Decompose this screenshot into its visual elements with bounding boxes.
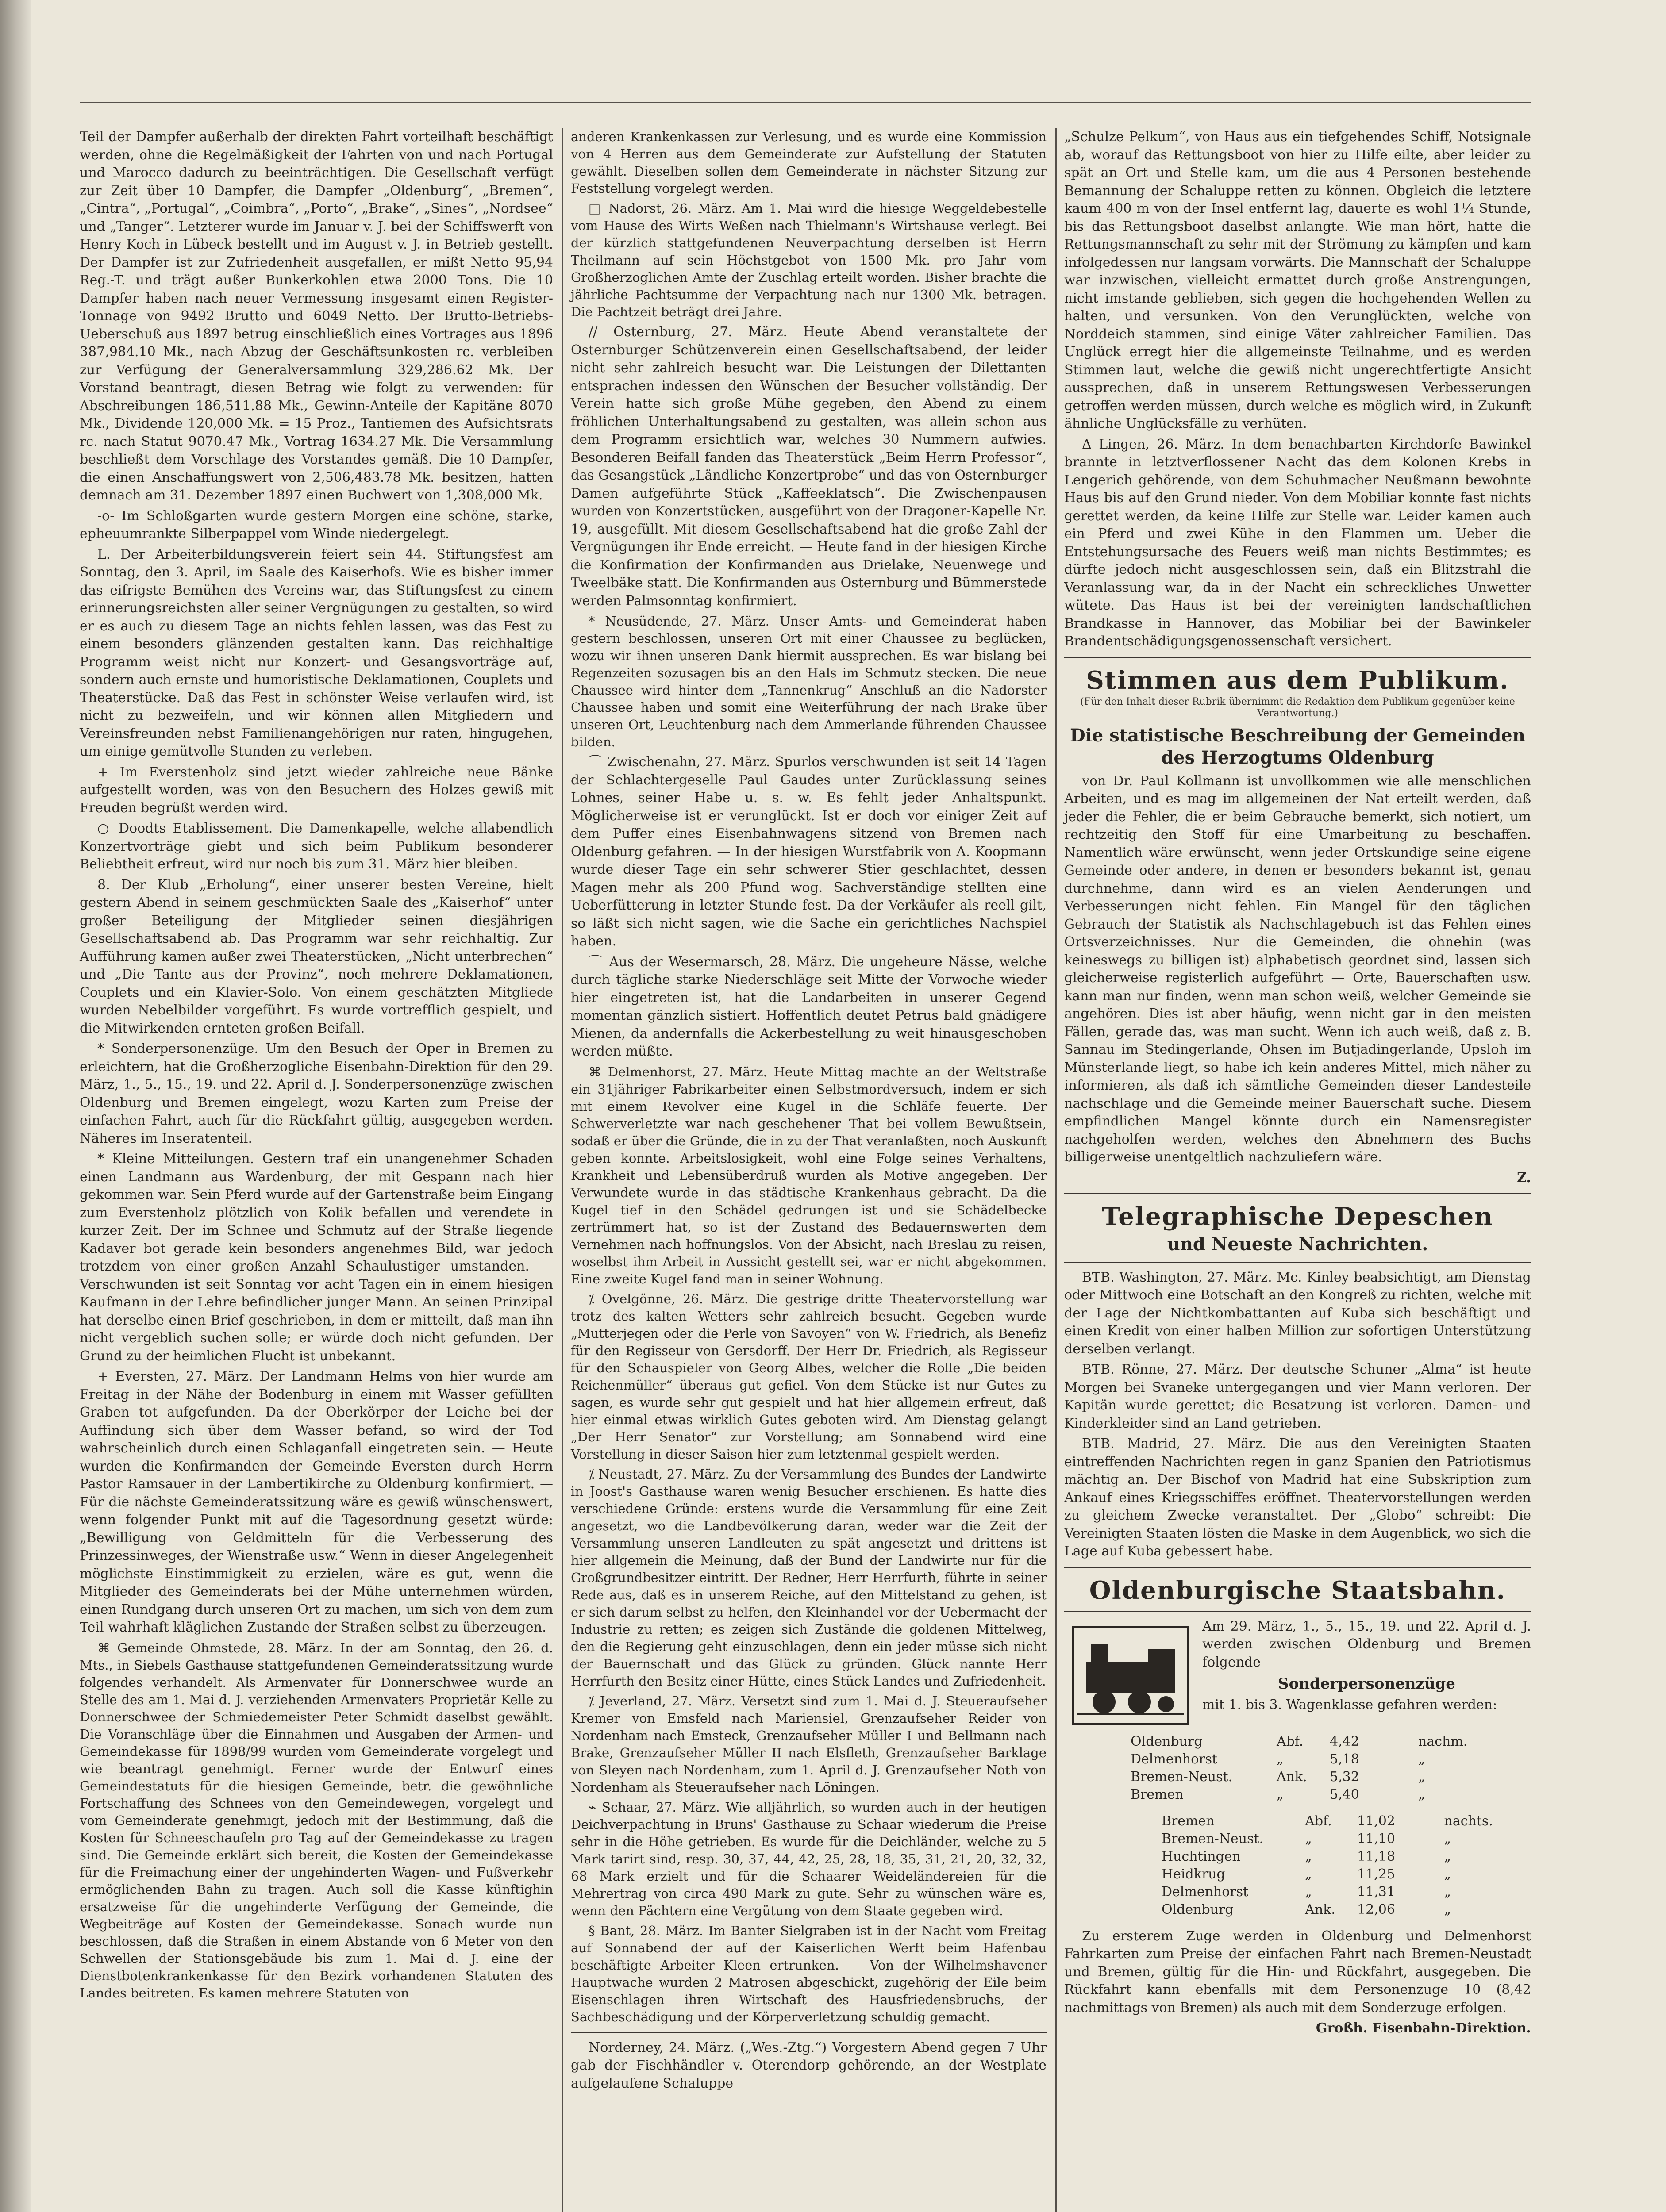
newspaper-page <box>80 102 1531 2212</box>
article-eversten: + Eversten, 27. März. Der Landmann Helms von hier wurde am Freitag in der Nähe der Bodenburg in einem mit Wasser gefüllten Graben tot aufgefunden. Da der Oberkörper der Leiche bei der Auffindung sich über dem Wasser befand, so wird der Tod wahrscheinlich durch einen Schlaganfall eingetreten sein. — Heute wurden die Konfirmanden der Gemeinde Eversten durch Herrn Pastor Ramsauer in der Lambertikirche zu Oldenburg konfirmiert. — Für die nächste Gemeinderatssitzung wäre es gewiß wünschenswert, wenn folgender Punkt mit auf die Tagesordnung gesetzt würde: „Bewilligung von Geldmitteln für die Verbesserung des Prinzessinweges, der Wienstraße usw.“ Wenn in dieser Angelegenheit möglichste Einstimmigkeit zu erzielen, wäre es gut, wenn die Mitglieder des Gemeinderats bei der Mühe unternehmen würden, einen Rundgang durch unseren Ort zu machen, um sich von dem zum Teil wahrhaft kläglichen Zustande der Straßen selbst zu überzeugen. <box>80 1369 553 1635</box>
section-title-stimmen: Stimmen aus dem Publikum. <box>1086 665 1509 695</box>
section-title-staatsbahn: Oldenburgische Staatsbahn. <box>1089 1575 1506 1605</box>
schedule-return <box>1162 1813 1531 1919</box>
schedule-cell-sf: „ <box>1418 1751 1425 1767</box>
article-arbeiterbildungsverein: L. Der Arbeiterbildungsverein feiert sein 44. Stiftungsfest am Sonntag, den 3. April, im Saale des Kaiserhofs. Wie es bisher immer das eifrigste Bemühen des Vereins war, das Stiftungsfest zu einem erinnerungsreichsten aller seiner Vergnügungen zu gestalten, so wird er es auch zu diesem Tage an nichts fehlen lassen, was das Fest zu einem besonders glänzenden gestalten kann. Das reichhaltige Programm weist nicht nur Konzert- und Gesangsvorträge auf, sondern auch ernste und humoristische Deklamationen, Couplets und Theaterstücke. Daß das Fest in schönster Weise verlaufen wird, ist nicht zu bezweifeln, und wir können allen Mitgliedern und Vereinsfreunden nebst Familienangehörigen nur raten, hingugehen, um einige gemütvolle Stunden zu verleben. <box>80 546 553 759</box>
divider <box>1064 1567 1531 1568</box>
schedule-cell-ty: Abf. <box>1277 1733 1304 1749</box>
article-norderney-continued: „Schulze Pelkum“, von Haus aus ein tiefgehendes Schiff, Notsignale ab, worauf das Rettungsboot von hier zu Hilfe eilte, aber leider zu spät an Ort und Stelle kam, um die aus 4 Personen bestehende Bemannung der Schaluppe retten zu können. Obgleich die letztere kaum 400 m von der Insel entfernt lag, dauerte es wohl 1¼ Stunde, bis das Rettungsboot daselbst anlangte. Wie man hört, hatte die Rettungsmannschaft zu sehr mit der Strömung zu kämpfen und kam infolgedessen nur langsam vorwärts. Die Mannschaft der Schaluppe war inzwischen, vielleicht ermattet durch große Anstrengungen, nicht imstande geblieben, sich gegen die hochgehenden Wellen zu halten, und versunken. Von den Verunglückten, welche von Norddeich stammen, sind einige Väter zahlreicher Familien. Das Unglück erregt hier die allgemeinste Teilnahme, und es werden Stimmen laut, welche die gewiß nicht ungerechtfertigte Ansicht aussprechen, daß in unserem Rettungswesen Verbesserungen getroffen werden müssen, durch welche es möglich wird, in Zukunft ähnliche Unglücksfälle zu verhüten. <box>1064 129 1531 431</box>
schedule-row <box>1131 1751 1531 1768</box>
schedule-intro: Am 29. März, 1., 5., 15., 19. und 22. April d. J. werden zwischen Oldenburg und Bremen folgende <box>1202 1618 1531 1670</box>
schedule-cell-tm: 5,40 <box>1330 1786 1359 1802</box>
schedule-row <box>1162 1883 1531 1901</box>
column-3 <box>1064 128 1531 2037</box>
top-rule <box>80 102 1531 103</box>
schedule-class-note: mit 1. bis 3. Wagenklasse gefahren werden: <box>1202 1697 1497 1713</box>
schedule-row <box>1162 1866 1531 1883</box>
telegram-washington: BTB. Washington, 27. März. Mc. Kinley beabsichtigt, am Dienstag oder Mittwoch eine Botschaft an den Kongreß zu richten, welche mit der Lage der Nichtkombattanten auf Kuba sich beschäftigt und einen Kredit von einer halben Million zur sofortigen Unterstützung derselben verlangt. <box>1064 1269 1531 1357</box>
article-signature: Z. <box>1517 1170 1531 1186</box>
article-nadorst: □ Nadorst, 26. März. Am 1. Mai wird die hiesige Weggeldebestelle vom Hause des Wirts Weßen nach Thielmann's Wirtshause verlegt. Bei der kürzlich stattgefundenen Neuverpachtung derselben ist Herrn Theilmann auf sein Höchstgebot von 1500 Mk. pro Jahr vom Großherzoglichen Amte der Zuschlag erteilt worden. Bisher brachte die jährliche Pachtsumme der Verpachtung nach nur 1300 Mk. betragen. Die Pachtzeit beträgt drei Jahre. <box>571 201 1047 319</box>
schedule-cell-ty: „ <box>1277 1786 1284 1802</box>
article-neusuedende: * Neusüdende, 27. März. Unser Amts- und Gemeinderat haben gestern beschlossen, unseren Ort mit einer Chaussee zu beglücken, wozu wir ihnen unseren Dank hiermit aussprechen. Es war bislang bei Regenzeiten sozusagen bis an den Hals im Schmutz stecken. Die neue Chaussee wird hinter dem „Tannenkrug“ Anschluß an die Nadorster Chaussee haben und somit eine Weiterführung der nach Brake über unseren Ort, Leuchtenburg nach dem Ammerlande führenden Chaussee bilden. <box>571 614 1047 749</box>
schedule-cell-tm: 11,02 <box>1357 1813 1395 1829</box>
schedule-cell-sf: „ <box>1444 1848 1451 1864</box>
railway-signature: Großh. Eisenbahn-Direktion. <box>1316 2020 1531 2036</box>
article-delmenhorst: ⌘ Delmenhorst, 27. März. Heute Mittag machte an der Weltstraße ein 31jähriger Fabrikarbeiter einen Selbstmordversuch, indem er sich mit einem Revolver eine Kugel in die Schläfe feuerte. Der Schwerverletzte war nach geschehener That bei vollem Bewußtsein, sodaß er über die Gründe, die in zu der That veranlaßten, noch Auskunft geben konnte. Arbeitslosigkeit, wohl eine Folge seines Verhaltens, Krankheit und Lebensüberdruß wurden als Motive angegeben. Der Verwundete wurde in das städtische Krankenhaus gebracht. Da die Kugel tief in den Schädel gedrungen ist und sie Schädelbecke zertrümmert hat, so ist der Zustand des Bedauernswerten dem Vernehmen nach hoffnungslos. Von der Absicht, nach Breslau zu reisen, woselbst ihm Arbeit in Aussicht gestellt sei, war er nicht abgekommen. Eine zweite Kugel fand man in seiner Wohnung. <box>571 1064 1047 1286</box>
schedule-cell-tm: 4,42 <box>1330 1733 1359 1749</box>
schedule-cell-ty: „ <box>1305 1866 1312 1882</box>
article-continued: anderen Krankenkassen zur Verlesung, und es wurde eine Kommission von 4 Herren aus dem Gemeinderate zur Aufstellung der Statuten gewählt. Dieselben sollen dem Gemeinderate in nächster Sitzung zur Feststellung vorgelegt werden. <box>571 129 1047 196</box>
article-bant: § Bant, 28. März. Im Banter Sielgraben ist in der Nacht vom Freitag auf Sonnabend der auf der Kaiserlichen Werft beim Hafenbau beschäftigte Arbeiter Kleen ertrunken. — Von der Wilhelmshavener Hauptwache wurden 2 Matrosen abgeschickt, zugehörig der Eile beim Eisenschlagen ihren Wirtschaft des Hausfriedensbruchs, der Sachbeschädigung und der Körperverletzung schuldig gemacht. <box>571 1923 1047 2024</box>
schedule-cell-tm: 12,06 <box>1357 1901 1395 1917</box>
section-disclaimer: (Für den Inhalt dieser Rubrik übernimmt die Redaktion dem Publikum gegenüber keine Verantwortung.) <box>1080 696 1515 719</box>
schedule-cell-ty: „ <box>1305 1884 1312 1900</box>
article-jeverland: ⁒ Jeverland, 27. März. Versetzt sind zum 1. Mai d. J. Steueraufseher Kremer von Emsfeld nach Mariensiel, Grenzaufseher Reider von Nordenham nach Emsteck, Grenzaufseher Müller I und Bellmann nach Brake, Grenzaufseher Müller II nach Elsfleth, Grenzaufseher Barklage von Sleyen nach Nordenham, zum 1. April d. J. Grenzaufseher Noth von Nordenham als Steueraufseher nach Löningen. <box>571 1693 1047 1795</box>
schedule-cell-ty: Ank. <box>1277 1769 1307 1785</box>
telegram-roenne: BTB. Rönne, 27. März. Der deutsche Schuner „Alma“ ist heute Morgen bei Svaneke untergegangen und vier Mann verloren. Der Kapitän wurde gerettet; die Besatzung ist verloren. Damen- und Kinderkleider sind an Land getrieben. <box>1064 1362 1531 1431</box>
schedule-row <box>1131 1768 1531 1786</box>
article-gemeinde-ohmstede: ⌘ Gemeinde Ohmstede, 28. März. In der am Sonntag, den 26. d. Mts., in Siebels Gasthause stattgefundenen Gemeinderatssitzung wurde folgendes verhandelt. Als Armenvater für Donnerschwee wurde an Stelle des am 1. Mai d. J. verziehenden Armenvaters Proprietär Kelle zu Donnerschwee der Schmiedemeister Peter Schmidt daselbst gewählt. Die Voranschläge über die Einnahmen und Ausgaben der Armen- und Gemeindekasse für 1898/99 wurden vom Gemeinderate vorgelegt und wie beantragt genehmigt. Ferner wurde der Entwurf eines Gemeindestatuts für die hiesigen Gemeinde, betr. die gewöhnliche Fortschaffung des Schnees von den Gemeindewegen, vorgelegt und vom Gemeinderate genehmigt, jedoch mit der Bestimmung, daß die Kosten für Schneeschaufeln pro Tag auf der Gemeindekasse zu tragen sind. Die Gemeinde erklärt sich bereit, die Kosten der Gemeindekasse für die Freimachung einer der ungehinderten Wagen- und Fußverkehr ermöglichenden Bahn zu tragen. Auch soll die Kasse künftighin ersatzweise für die ungehinderte Verfügung der Gemeinde, die Wegbeiträge auf Kosten der Gemeindekasse. Sonach wurde nun beschlossen, daß die Straßen in einem Abstande von 6 Meter von den Schwellen der Stationsgebäude bis zum 1. Mai d. J. eine der Dienstbotenkrankenkasse für den Bezirk vorhandenen Statuten des Landes beitreten. Es kamen mehrere Statuten von <box>80 1640 553 2001</box>
schedule-row <box>1162 1813 1531 1830</box>
schedule-cell-tm: 5,32 <box>1330 1769 1359 1785</box>
schedule-cell-st: Delmenhorst <box>1131 1751 1218 1767</box>
article-kleine-mitteilungen: * Kleine Mitteilungen. Gestern traf ein unangenehmer Schaden einen Landmann aus Wardenburg, der mit Gespann nach hier gekommen war. Sein Pferd wurde auf der Gartenstraße beim Eingang zum Everstenholz plötzlich von Kolik befallen und verendete in kurzer Zeit. Der im Schnee und Schmutz auf der Straße liegende Kadaver bot gerade kein besonders angenehmes Bild, war jedoch trotzdem von einer großen Anzahl Schaulustiger umstanden. — Verschwunden ist seit Sonntag vor acht Tagen ein in einem hiesigen Kaufmann in der Lehre befindlicher junger Mann. An seinen Prinzipal hat derselbe einen Brief geschrieben, in dem er mitteilt, daß man ihn nicht vergeblich suchen solle; er würde doch nicht gefunden. Der Grund zu der heimlichen Flucht ist unbekannt. <box>80 1151 553 1364</box>
schedule-cell-tm: 11,10 <box>1357 1831 1395 1847</box>
schedule-cell-ty: „ <box>1305 1848 1312 1864</box>
schedule-cell-st: Oldenburg <box>1162 1901 1234 1917</box>
article-neustadt: ⁒ Neustadt, 27. März. Zu der Versammlung des Bundes der Landwirte in Joost's Gasthause waren wenig Besucher erschienen. Es hatte dies verschiedene Gründe: erstens wurde die Versammlung für eine Zeit angesetzt, wo die Landbevölkerung daran, weder war die Zeit der Versammlung unseren Landleuten zu spät angesetzt und drittens ist hier allgemein die Meinung, daß der Bund der Landwirte nur für die Großgrundbesitzer eintritt. Der Redner, Herr Herrfurth, führte in seiner Rede aus, daß es in unserem Reiche, auf den Mittelstand zu gehen, ist er sich darum selbst zu helfen, den Kleinhandel vor der Uebermacht der Industrie zu retten; es zeigen sich Zustände die goldenen Mittelweg, den die Regierung geht einzuschlagen, denn ein jeder müsse sich nicht der Bauernschaft und das Glück zu gründen. Glück nannte Herr Herrfurth den Besitz einer Hütte, eines Stück Landes und Zufriedenheit. <box>571 1466 1047 1689</box>
schedule-cell-ty: „ <box>1305 1831 1312 1847</box>
article-shipping-company: Teil der Dampfer außerhalb der direkten Fahrt vorteilhaft beschäftigt werden, ohne die Regelmäßigkeit der Fahrten von und nach Portugal und Marocco dadurch zu beeinträchtigen. Die Gesellschaft verfügt zur Zeit über 10 Dampfer, die Dampfer „Oldenburg“, „Bremen“, „Cintra“, „Portugal“, „Coimbra“, „Porto“, „Brake“, „Sines“, „Nordsee“ und „Tanger“. Letzterer wurde im Januar v. J. bei der Schiffswerft von Henry Koch in Lübeck bestellt und im August v. J. in Betrieb gestellt. Der Dampfer ist zur Zufriedenheit ausgefallen, er mißt Netto 95,94 Reg.-T. und trägt außer Bunkerkohlen etwa 2000 Tons. Die 10 Dampfer haben nach neuer Vermessung insgesamt einen Register-Tonnage von 9492 Brutto und 6049 Netto. Der Brutto-Betriebs-Ueberschuß aus 1897 betrug einschließlich eines Vortrages aus 1896 387,984.10 Mk., nach Abzug der Geschäftsunkosten rc. verbleiben zur Verfügung der Generalversammlung 329,286.62 Mk. Der Vorstand beantragt, diesen Betrag wie folgt zu verwenden: für Abschreibungen 186,511.88 Mk., Gewinn-Anteile der Kapitäne 8070 Mk., Dividende 120,000 Mk. = 15 Proz., Tantiemen des Aufsichtsrats rc. nach Statut 9070.47 Mk., Vortrag 1634.27 Mk. Die Versammlung beschließt dem Vorschlage des Vorstandes gemäß. Die 10 Dampfer, die einen Anschaffungswert von 2,506,483.78 Mk. besitzen, hatten demnach am 31. Dezember 1897 einen Buchwert von 1,308,000 Mk. <box>80 129 553 503</box>
column-2 <box>571 128 1047 2095</box>
schedule-cell-tm: 11,25 <box>1357 1866 1395 1882</box>
article-klub-erholung: 8. Der Klub „Erholung“, einer unserer besten Vereine, hielt gestern Abend in seinem geschmückten Saale des „Kaiserhof“ unter großer Beteiligung der Mitglieder seinen diesjährigen Gesellschaftsabend ab. Das Programm war sehr reichhaltig. Zur Aufführung kamen außer zwei Theaterstücken, „Nicht unterbrechen“ und „Die Tante aus der Provinz“, noch mehrere Deklamationen, Couplets und ein Klavier-Solo. Von einem geschätzten Mitgliede wurden Nebelbilder vorgeführt. Es wurde vortrefflich gespielt, und die Mitwirkenden ernteten großen Beifall. <box>80 877 553 1036</box>
schedule-cell-ty: Abf. <box>1305 1813 1332 1829</box>
locomotive-icon <box>1064 1618 1197 1733</box>
schedule-cell-st: Bremen <box>1162 1813 1215 1829</box>
article-title-statistik: Die statistische Beschreibung der Gemeinden des Herzogtums Oldenburg <box>1070 725 1525 768</box>
schedule-cell-sf: „ <box>1444 1901 1451 1917</box>
article-sonderpersonenzuege: * Sonderpersonenzüge. Um den Besuch der Oper in Bremen zu erleichtern, hat die Großherzogliche Eisenbahn-Direktion für den 29. März, 1., 5., 15., 19. und 22. April d. J. Sonderpersonenzüge zwischen Oldenburg und Bremen eingelegt, wozu Karten zum Preise der einfachen Fahrt, auch für die Rückfahrt gültig, ausgegeben werden. Näheres im Inseratenteil. <box>80 1041 553 1146</box>
book-binding-edge <box>0 0 31 2212</box>
column-1 <box>80 128 553 2005</box>
article-schaar: ⌁ Schaar, 27. März. Wie alljährlich, so wurden auch in der heutigen Deichverpachtung in Bruns' Gasthause zu Schaar wiederum die Preise sehr in die Höhe getrieben. Es wurde für die Deichländer, welche zu 5 Mark tarirt sind, resp. 30, 37, 44, 42, 25, 28, 18, 35, 31, 21, 20, 32, 32, 68 Mark erzielt und für die Schaarer Weideländereien für die Mehrertrag von circa 490 Mark zu gute. Sehr zu wünschen wäre es, wenn den Pächtern eine Vergütung von dem Staate gegeben wird. <box>571 1799 1047 1918</box>
schedule-cell-st: Bremen <box>1131 1786 1184 1802</box>
article-statistik: von Dr. Paul Kollmann ist unvollkommen wie alle menschlichen Arbeiten, und es mag im allgemeinen der Nat erteilt werden, daß jeder die Fehler, die er beim Gebrauche bemerkt, sich notiert, um rechtzeitig den Stoff für eine Umarbeitung zu beschaffen. Namentlich wäre erwünscht, wenn jeder Ortskundige seine eigene Gemeinde oder andere, in denen er besonders bekannt ist, genau durchnehme, dann wird es an vielen Aenderungen und Verbesserungen nicht fehlen. Ein Mangel für den täglichen Gebrauch der Statistik als Nachschlagebuch ist das Fehlen eines Ortsverzeichnisses. Nur die Gemeinden, die ohnehin (was keineswegs zu billigen ist) alphabetisch geordnet sind, lassen sich gleicherweise registerlich aufgeführt — Orte, Bauerschaften usw. kann man nur finden, wenn man schon weiß, welcher Gemeinde sie angehören. Dies ist aber häufig, wenn nicht gar in den meisten Fällen, gerade das, was man sucht. Wenn ich auch weiß, daß z. B. Sannau im Stedingerlande, Ohsen im Butjadingerlande, Upsloh im Münsterlande liegt, so habe ich kein anderes Mittel, mich näher zu informieren, als daß ich sämtliche Gemeinden dieser Landesteile nachschlage und die Gemeinde meiner Bauerschaft suche. Diesem empfindlichen Mangel könnte durch ein Namensregister nachgeholfen werden, welches den Abnehmern des Buchs billigerweise unentgeltlich nachzuliefern wäre. <box>1064 773 1531 1165</box>
divider <box>571 2032 1047 2033</box>
schedule-row <box>1131 1733 1531 1751</box>
schedule-cell-st: Bremen-Neust. <box>1131 1769 1233 1785</box>
schedule-row <box>1131 1786 1531 1804</box>
schedule-cell-ty: Ank. <box>1305 1901 1335 1917</box>
section-title-depeschen: Telegraphische Depeschen <box>1102 1202 1493 1231</box>
schedule-row <box>1162 1848 1531 1866</box>
article-zwischenahn: ⌒ Zwischenahn, 27. März. Spurlos verschwunden ist seit 14 Tagen der Schlachtergeselle Paul Gaudes unter Zurücklassung seines Lohnes, seiner Habe u. s. w. Es fehlt jeder Anhaltspunkt. Möglicherweise ist er verunglückt. Ist er doch vor einiger Zeit auf dem Puffer eines Eisenbahnwagens sitzend von Bremen nach Oldenburg gefahren. — In der hiesigen Wurstfabrik von A. Koopmann wurde dieser Tage ein sehr schwerer Stier geschlachtet, dessen Magen mehr als 200 Pfund wog. Sachverständige stellten eine Ueberfütterung in letzter Stunde fest. Da der Verkäufer als reell gilt, so läßt sich nicht sagen, wie die Sache ein gerichtliches Nachspiel haben. <box>571 754 1047 949</box>
schedule-row <box>1162 1830 1531 1848</box>
divider <box>1064 1262 1531 1263</box>
column-rule-1 <box>562 128 563 2212</box>
schedule-cell-tm: 11,31 <box>1357 1884 1395 1900</box>
train-ad <box>1064 1618 1531 1733</box>
article-doodts-etablissement: ○ Doodts Etablissement. Die Damenkapelle, welche allabendlich Konzertvorträge giebt und sich beim Publikum besonderer Beliebtheit erfreut, wird nur noch bis zum 31. März hier bleiben. <box>80 821 553 872</box>
schedule-cell-sf: „ <box>1444 1866 1451 1882</box>
schedule-cell-st: Huchtingen <box>1162 1848 1241 1864</box>
divider <box>1064 657 1531 658</box>
section-subtitle-nachrichten: und Neueste Nachrichten. <box>1167 1233 1428 1255</box>
schedule-cell-ty: „ <box>1277 1751 1284 1767</box>
schedule-cell-sf: „ <box>1418 1769 1425 1785</box>
schedule-cell-sf: „ <box>1444 1831 1451 1847</box>
article-wesermarsch: ⌒ Aus der Wesermarsch, 28. März. Die ungeheure Nässe, welche durch tägliche starke Niederschläge seit Mitte der Vorwoche wieder hier eingetreten ist, hat die Landarbeiten in unserer Gegend momentan gänzlich sistiert. Hoffentlich deutet Petrus bald gnädigere Mienen, da andernfalls die Ackerbestellung zu weit hinausgeschoben werden müßte. <box>571 954 1047 1059</box>
article-osternburg: // Osternburg, 27. März. Heute Abend veranstaltete der Osternburger Schützenverein einen Gesellschaftsabend, der leider nicht sehr zahlreich besucht war. Die Leistungen der Dilettanten entsprachen indessen den Wünschen der Besucher vollständig. Der Verein hatte sich große Mühe gegeben, den Abend zu einem fröhlichen Unterhaltungsabend zu gestalten, was allein schon aus dem Programm ersichtlich war, welches 30 Nummern aufwies. Besonderen Beifall fanden das Theaterstück „Beim Herrn Professor“, das Gesangstück „Ländliche Konzertprobe“ und das von Osternburger Damen aufgeführte Stück „Kaffeeklatsch“. Die Zwischenpausen wurden von Konzertstücken, ausgeführt von der Dragoner-Kapelle Nr. 19, ausgefüllt. Mit diesem Gesellschaftsabend hat die große Zahl der Vergnügungen ihr Ende erreicht. — Heute fand in der hiesigen Kirche die Konfirmation der Konfirmanden aus Drielake, Neuenwege und Tweelbäke statt. Die Konfirmanden aus Osternburg und Bümmerstede werden Palmsonntag konfirmiert. <box>571 324 1047 609</box>
schedule-cell-st: Oldenburg <box>1131 1733 1203 1749</box>
article-lingen: Δ Lingen, 26. März. In dem benachbarten Kirchdorfe Bawinkel brannte in letztverflossener Nacht das dem Kolonen Krebs in Lengerich gehörende, von dem Schuhmacher Neußmann bewohnte Haus bis auf den Grund nieder. Von dem Mobiliar konnte fast nichts gerettet werden, da keine Hilfe zur Stelle war. Leider kamen auch ein Pferd und zwei Kühe in den Flammen um. Ueber die Entstehungsursache des Feuers weiß man nichts Bestimmtes; es dürfte jedoch nicht ausgeschlossen sein, daß ein Blitzstrahl die Veranlassung war, da in der Nacht ein schreckliches Unwetter wütete. Das Haus ist bei der vereinigten landschaftlichen Brandkasse in Hannover, das Mobiliar bei der Bawinkeler Brandentschädigungsgenossenschaft versichert. <box>1064 436 1531 649</box>
schedule-row <box>1162 1901 1531 1919</box>
schedule-cell-st: Bremen-Neust. <box>1162 1831 1264 1847</box>
column-rule-2 <box>1055 128 1057 2212</box>
schedule-cell-sf: nachts. <box>1444 1813 1493 1829</box>
schedule-cell-st: Heidkrug <box>1162 1866 1225 1882</box>
schedule-heading: Sonderpersonenzüge <box>1278 1675 1455 1693</box>
article-ovelgoenne: ⁒ Ovelgönne, 26. März. Die gestrige dritte Theatervorstellung war trotz des kalten Wetters sehr zahlreich besucht. Gegeben wurde „Mutterjegen oder die Perle von Savoyen“ von W. Friedrich, als Benefiz für den Regisseur von Gersdorff. Der Herr Dr. Friedrich, als Regisseur für den Schauspieler von Georg Albes, welcher die Rolle „Die beiden Reichenmüller“ überaus gut gefiel. Von dem Stücke ist nur Gutes zu sagen, es wurde sehr gut gespielt und hat hier allgemein erfreut, daß hier einmal etwas wirklich Gutes geboten wird. Am Dienstag gelangt „Der Herr Senator“ zur Vorstellung; am Sonnabend wird eine Vorstellung in dieser Saison hier zum letztenmal gespielt werden. <box>571 1291 1047 1462</box>
schedule-cell-sf: „ <box>1444 1884 1451 1900</box>
divider <box>1064 1611 1531 1612</box>
schedule-cell-tm: 5,18 <box>1330 1751 1359 1767</box>
schedule-fare-note: Zu ersterem Zuge werden in Oldenburg und Delmenhorst Fahrkarten zum Preise der einfachen Fahrt nach Bremen-Neustadt und Bremen, gültig für die Hin- und Rückfahrt, ausgegeben. Die Rückfahrt kann ebenfalls mit dem Personenzuge 10 (8,42 nachmittags von Bremen) als auch mit dem Sonderzuge erfolgen. <box>1064 1928 1531 2016</box>
schedule-cell-tm: 11,18 <box>1357 1848 1395 1864</box>
schedule-cell-st: Delmenhorst <box>1162 1884 1249 1900</box>
article-everstenholz: + Im Everstenholz sind jetzt wieder zahlreiche neue Bänke aufgestellt worden, was von den Besuchern des Holzes gewiß mit Freuden begrüßt werden wird. <box>80 764 553 816</box>
divider <box>1064 1193 1531 1194</box>
article-schlossgarten: -o- Im Schloßgarten wurde gestern Morgen eine schöne, starke, epheuumrankte Silberpappel vom Winde niedergelegt. <box>80 508 553 541</box>
schedule-outbound <box>1131 1733 1531 1804</box>
schedule-cell-sf: nachm. <box>1418 1733 1468 1749</box>
telegram-madrid: BTB. Madrid, 27. März. Die aus den Vereinigten Staaten eintreffenden Nachrichten regen in ganz Spanien den Patriotismus mächtig an. Der Bischof von Madrid hat eine Subskription zum Ankauf eines Kriegsschiffes eröffnet. Theatervorstellungen werden zu gleichem Zwecke veranstaltet. Der „Globo“ schreibt: Die Vereinigten Staaten lösten die Maske in dem Augenblick, wo sich die Lage auf Kuba gebessert habe. <box>1064 1436 1531 1559</box>
article-norderney: Norderney, 24. März. („Wes.-Ztg.“) Vorgestern Abend gegen 7 Uhr gab der Fischhändler v. Oterendorp gehörende, an der Westplate aufgelaufene Schaluppe <box>571 2039 1047 2091</box>
schedule-cell-sf: „ <box>1418 1786 1425 1802</box>
